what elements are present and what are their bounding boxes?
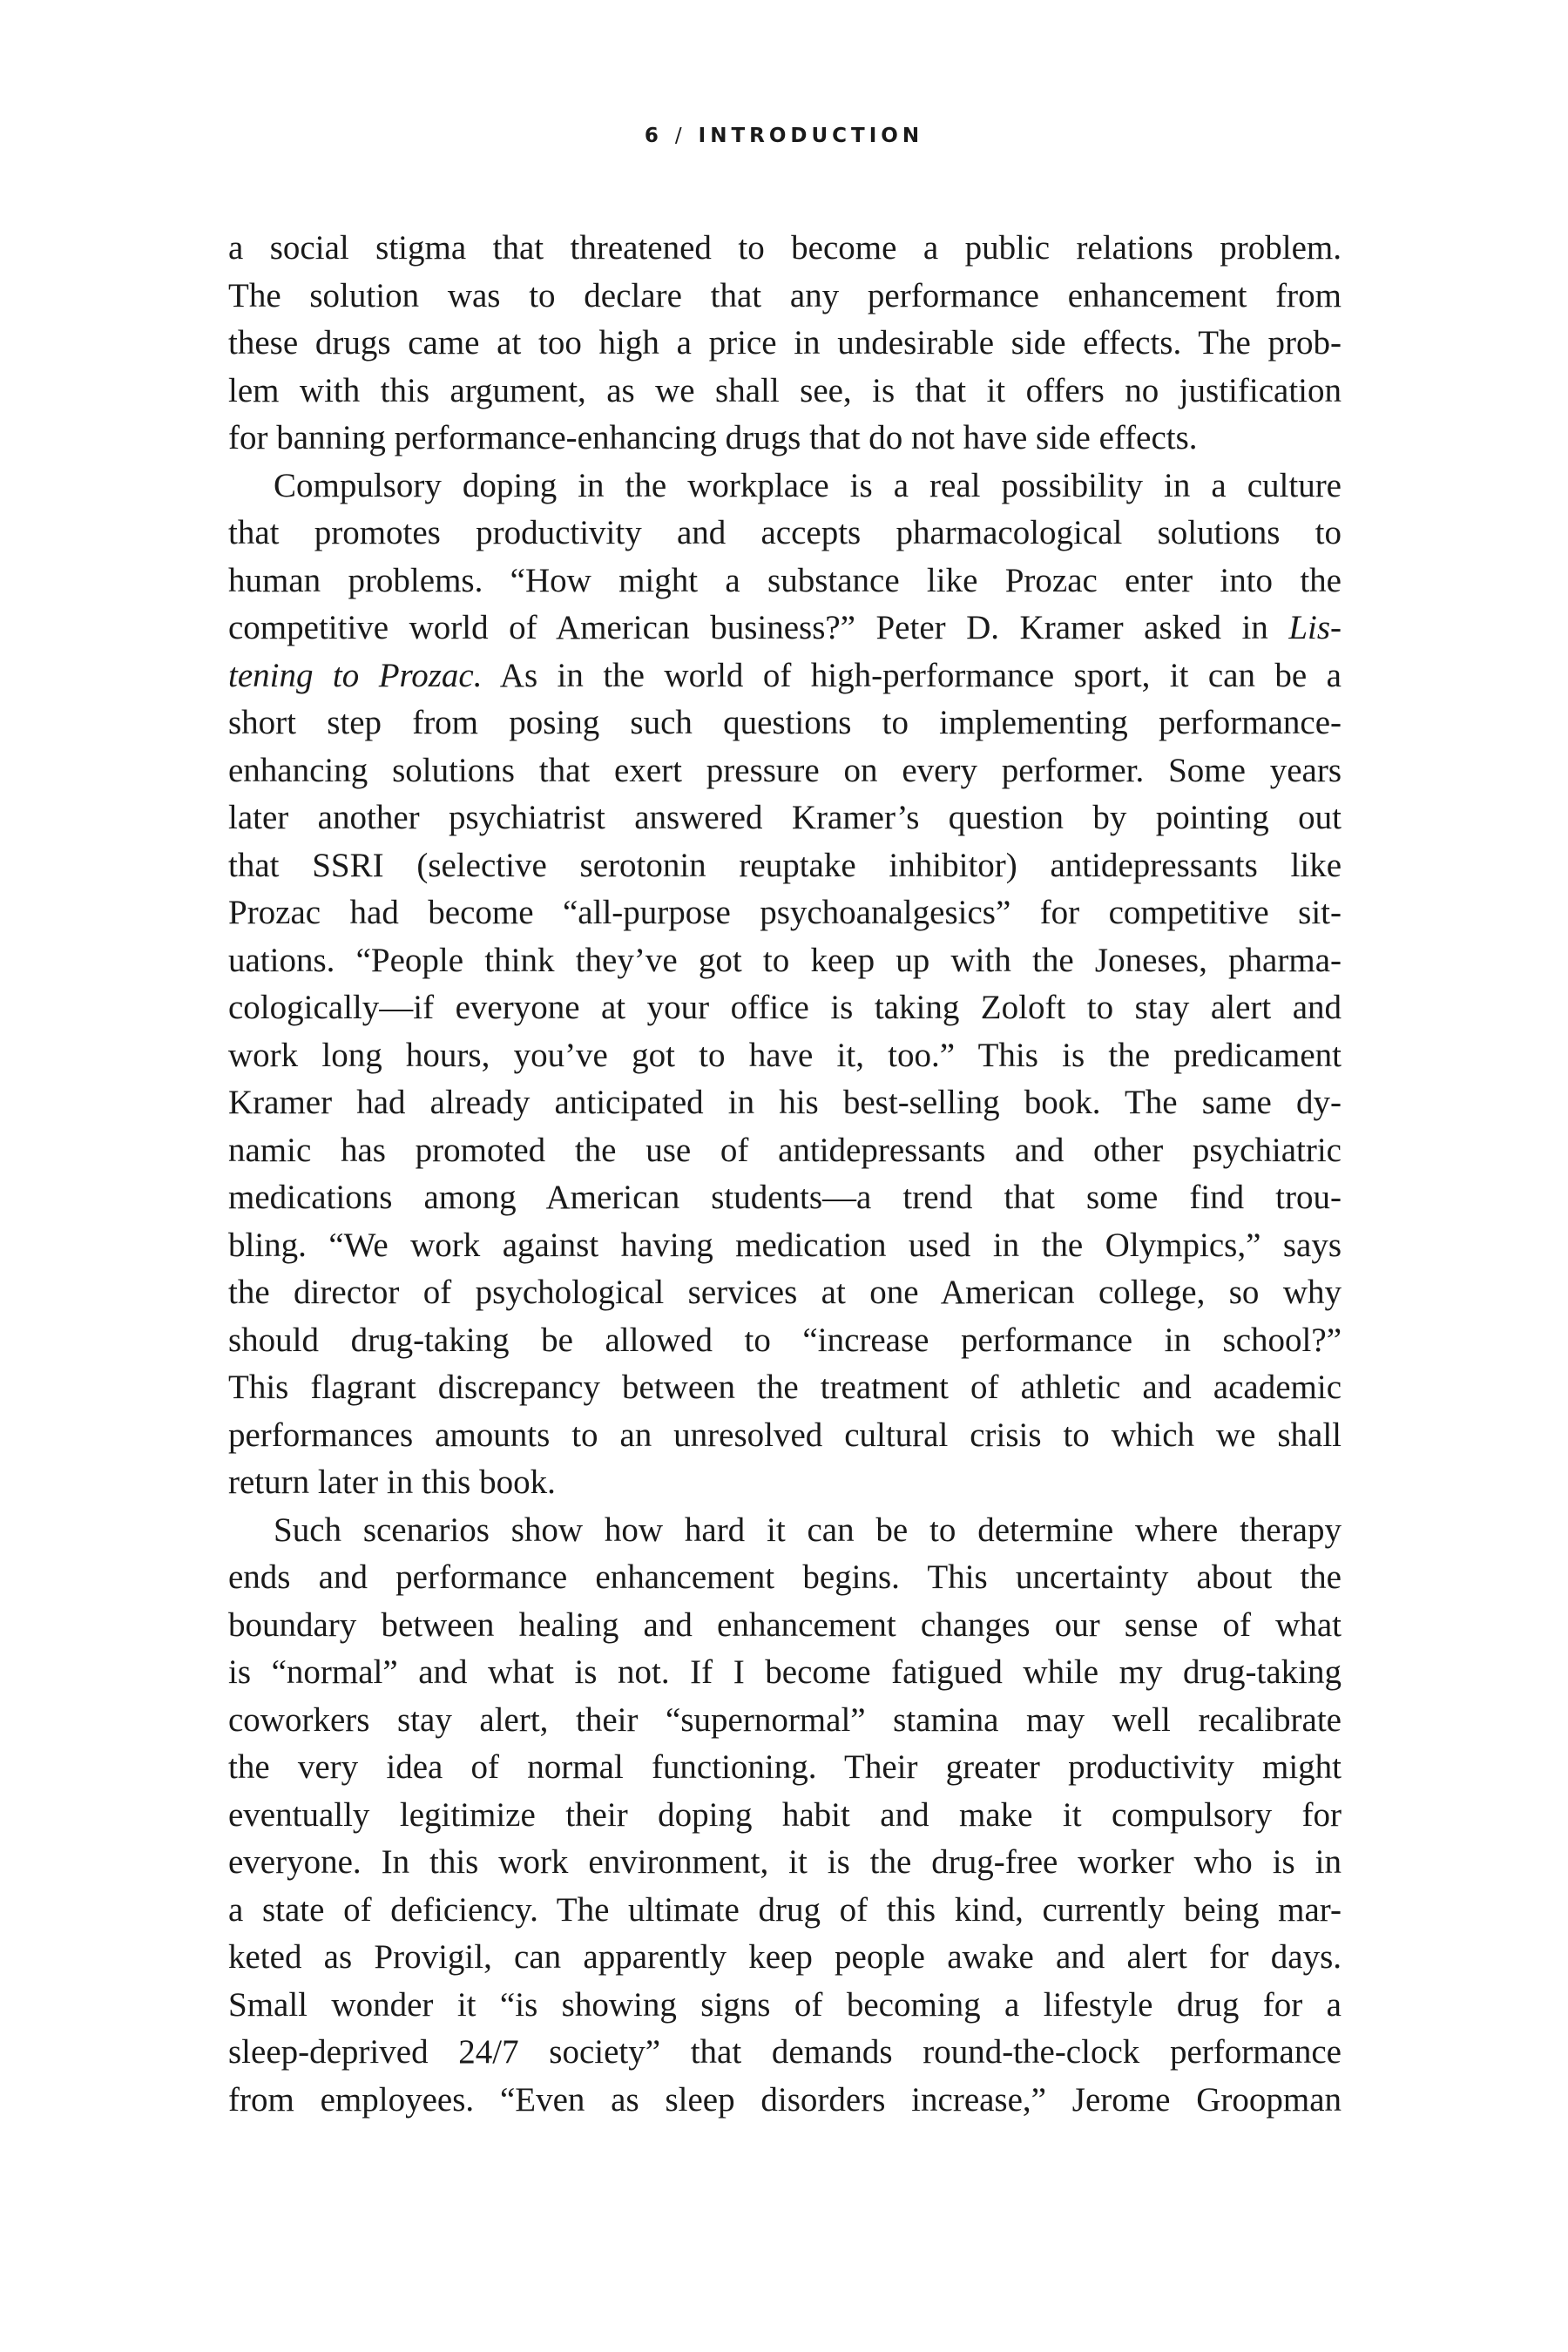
- text-line: short step from posing such questions to implementing performance-: [228, 704, 1342, 741]
- text-line: enhancing solutions that exert pressure on every performer. Some years: [228, 751, 1342, 789]
- text-line: that promotes productivity and accepts pharmacological solutions to: [228, 514, 1342, 551]
- text-line: Compulsory doping in the workplace is a real possibility in a culture: [274, 466, 1342, 504]
- text-line: a social stigma that threatened to become a public relations problem.: [228, 229, 1342, 267]
- text-line: the director of psychological services at one American college, so why: [228, 1274, 1342, 1311]
- text-line: eventually legitimize their doping habit and make it compulsory for: [228, 1795, 1342, 1834]
- running-head: [0, 125, 1568, 147]
- text-line: should drug-taking be allowed to “increase performance in school?”: [228, 1321, 1342, 1359]
- text-line: bling. “We work against having medication used in the Olympics,” says: [228, 1226, 1342, 1264]
- line-text: As in the world of high-performance sport, it can be a: [499, 656, 1342, 694]
- text-line: ends and performance enhancement begins. This uncertainty about the: [228, 1558, 1342, 1596]
- text-line: coworkers stay alert, their “supernormal” stamina may well recalibrate: [228, 1700, 1342, 1739]
- text-line: Such scenarios show how hard it can be to determine where therapy: [274, 1511, 1342, 1549]
- text-line: Kramer had already anticipated in his best-selling book. The same dy-: [228, 1084, 1342, 1121]
- text-line: human problems. “How might a substance like Prozac enter into the: [228, 561, 1342, 599]
- header-separator: /: [674, 125, 686, 147]
- text-line: This flagrant discrepancy between the treatment of athletic and academic: [228, 1369, 1342, 1406]
- text-line: uations. “People think they’ve got to keep up with the Joneses, pharma-: [228, 941, 1342, 979]
- text-line: return later in this book.: [228, 1463, 556, 1501]
- text-line: that SSRI (selective serotonin reuptake inhibitor) antidepressants like: [228, 846, 1342, 884]
- text-line: medications among American students—a trend that some find trou-: [228, 1179, 1342, 1216]
- text-line: boundary between healing and enhancement changes our sense of what: [228, 1605, 1342, 1644]
- text-line: The solution was to declare that any performance enhancement from: [228, 276, 1342, 314]
- text-line: for banning performance-enhancing drugs that do not have side effects.: [228, 419, 1198, 456]
- text-line: everyone. In this work environment, it is the drug-free worker who is in: [228, 1843, 1342, 1881]
- text-line: keted as Provigil, can apparently keep people awake and alert for days.: [228, 1938, 1342, 1976]
- text-line: the very idea of normal functioning. Their greater productivity might: [228, 1748, 1342, 1786]
- text-line: [228, 652, 1342, 700]
- text-line: is “normal” and what is not. If I become fatigued while my drug-taking: [228, 1653, 1342, 1691]
- text-line: Small wonder it “is showing signs of becoming a lifestyle drug for a: [228, 1985, 1342, 2024]
- text-line: Prozac had become “all-purpose psychoanalgesics” for competitive sit-: [228, 894, 1342, 931]
- text-line: work long hours, you’ve got to have it, too.” This is the predicament: [228, 1036, 1342, 1074]
- text-line: sleep-deprived 24/7 society” that demands round-the-clock performance: [228, 2033, 1342, 2071]
- text-line: [228, 605, 1342, 652]
- text-line: from employees. “Even as sleep disorders increase,” Jerome Groopman: [228, 2080, 1342, 2119]
- body-text: [228, 225, 1342, 2124]
- text-line: namic has promoted the use of antidepressants and other psychiatric: [228, 1131, 1342, 1169]
- text-line: lem with this argument, as we shall see, is that it offers no justification: [228, 371, 1342, 409]
- text-line: performances amounts to an unresolved cultural crisis to which we shall: [228, 1416, 1342, 1454]
- section-title: INTRODUCTION: [698, 125, 924, 147]
- text-line: a state of deficiency. The ultimate drug of this kind, currently being mar-: [228, 1890, 1342, 1929]
- book-title-italic: Lis-: [1288, 609, 1342, 646]
- text-line: cologically—if everyone at your office is taking Zoloft to stay alert and: [228, 989, 1342, 1026]
- text-line: these drugs came at too high a price in undesirable side effects. The prob-: [228, 324, 1342, 362]
- book-title-italic: tening to Prozac.: [228, 656, 483, 694]
- line-text: competitive world of American business?” Peter D. Kramer asked in: [228, 609, 1268, 646]
- page-number: 6: [644, 125, 663, 147]
- text-line: later another psychiatrist answered Kramer’s question by pointing out: [228, 799, 1342, 836]
